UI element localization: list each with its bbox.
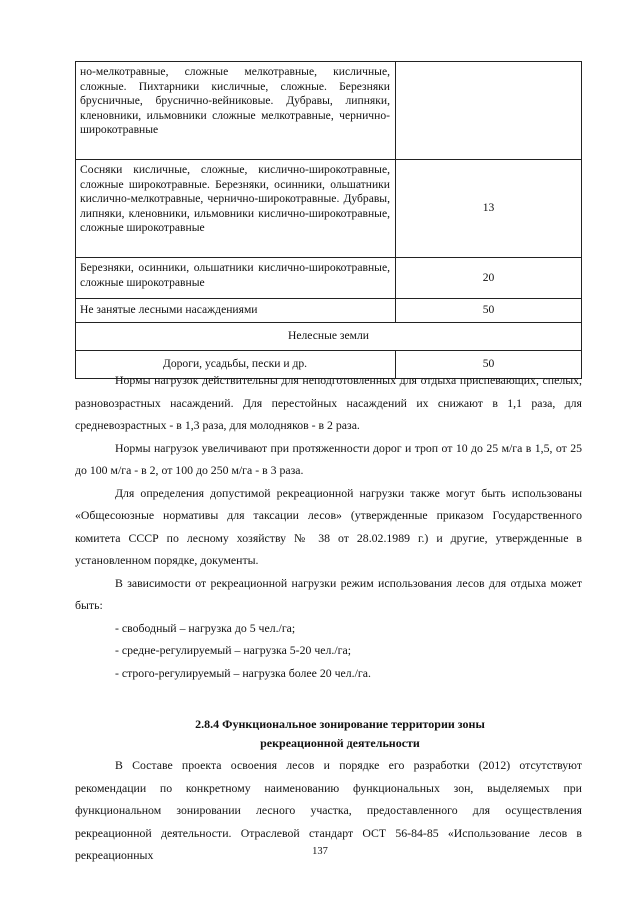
table-row [76, 160, 582, 258]
paragraph: Нормы нагрузок действительны для неподготовленных для отдыха приспевающих, спелых, разновозрастных насаждений. Для перестойных насаждений их снижают в 1,1 раза, для средневозрастных - в 1,3 раза, для молодняков - в 2 раза. [75, 373, 582, 432]
forest-type-cell: Дороги, усадьбы, пески и др. [76, 351, 396, 379]
forest-type-cell: Не занятые лесными насаждениями [76, 299, 396, 323]
table-row [76, 258, 582, 299]
paragraph: Для определения допустимой рекреационной нагрузки также могут быть использованы «Общесоюзные нормативы для таксации лесов» (утвержденные приказом Государственного комитета СССР по лесному хозяйству № 38 от 28.02.1989 г.) и другие, утвержденные в установленном порядке, документы. [75, 485, 582, 567]
section-header-cell: Нелесные земли [76, 323, 582, 351]
list-item: - средне-регулируемый – нагрузка 5-20 чел./га; [115, 643, 351, 657]
paragraph: В зависимости от рекреационной нагрузки режим использования лесов для отдыха может быть: [75, 575, 582, 612]
load-value-cell: 20 [396, 258, 582, 299]
list-item: - свободный – нагрузка до 5 чел./га; [115, 620, 296, 635]
forest-type-cell: Сосняки кисличные, сложные, кислично-широкотравные, сложные широкотравные. Березняки, осинники, ольшатники кислично-мелкотравные, чернично-широкотравные. Дубравы, липняки, кленовники, ильмовники кислично-широкотравные, сложные широкотравные [76, 160, 396, 258]
heading-line: рекреационной деятельности [260, 736, 420, 750]
forest-type-cell: Березняки, осинники, ольшатники кислично-широкотравные, сложные широкотравные [76, 258, 396, 299]
section-heading [100, 715, 580, 753]
paragraph: В Составе проекта освоения лесов и порядке его разработки (2012) отсутствуют рекомендации по конкретному наименованию функциональных зон, выделяемых при функциональном зонировании лесного участка, предоставленного для осуществления рекреационной деятельности. Отраслевой стандарт ОСТ 56-84-85 «Использование лесов в рекреационных [75, 758, 582, 863]
table-section-row [76, 323, 582, 351]
load-value-cell: 50 [396, 299, 582, 323]
load-value-cell: 13 [396, 160, 582, 258]
forest-type-cell: но-мелкотравные, сложные мелкотравные, кисличные, сложные. Пихтарники кисличные, сложные. Березняки брусничные, бруснично-вейниковые. Дубравы, липняки, кленовники, ильмовники сложные мелкотравные, чернично-широкотравные [76, 62, 396, 160]
load-value-cell [396, 62, 582, 160]
recreation-load-table [75, 61, 582, 379]
body-text [75, 369, 582, 684]
page-number: 137 [312, 846, 328, 857]
table-row [76, 299, 582, 323]
paragraph: Нормы нагрузок увеличивают при протяженности дорог и троп от 10 до 25 м/га в 1,5, от 25 до 100 м/га - в 2, от 100 до 250 м/га - в 3 раза. [75, 440, 582, 477]
list-item: - строго-регулируемый – нагрузка более 20 чел./га. [115, 665, 371, 680]
table-row [76, 62, 582, 160]
heading-line: 2.8.4 Функциональное зонирование территории зоны [195, 717, 485, 731]
load-value-cell: 50 [396, 351, 582, 379]
